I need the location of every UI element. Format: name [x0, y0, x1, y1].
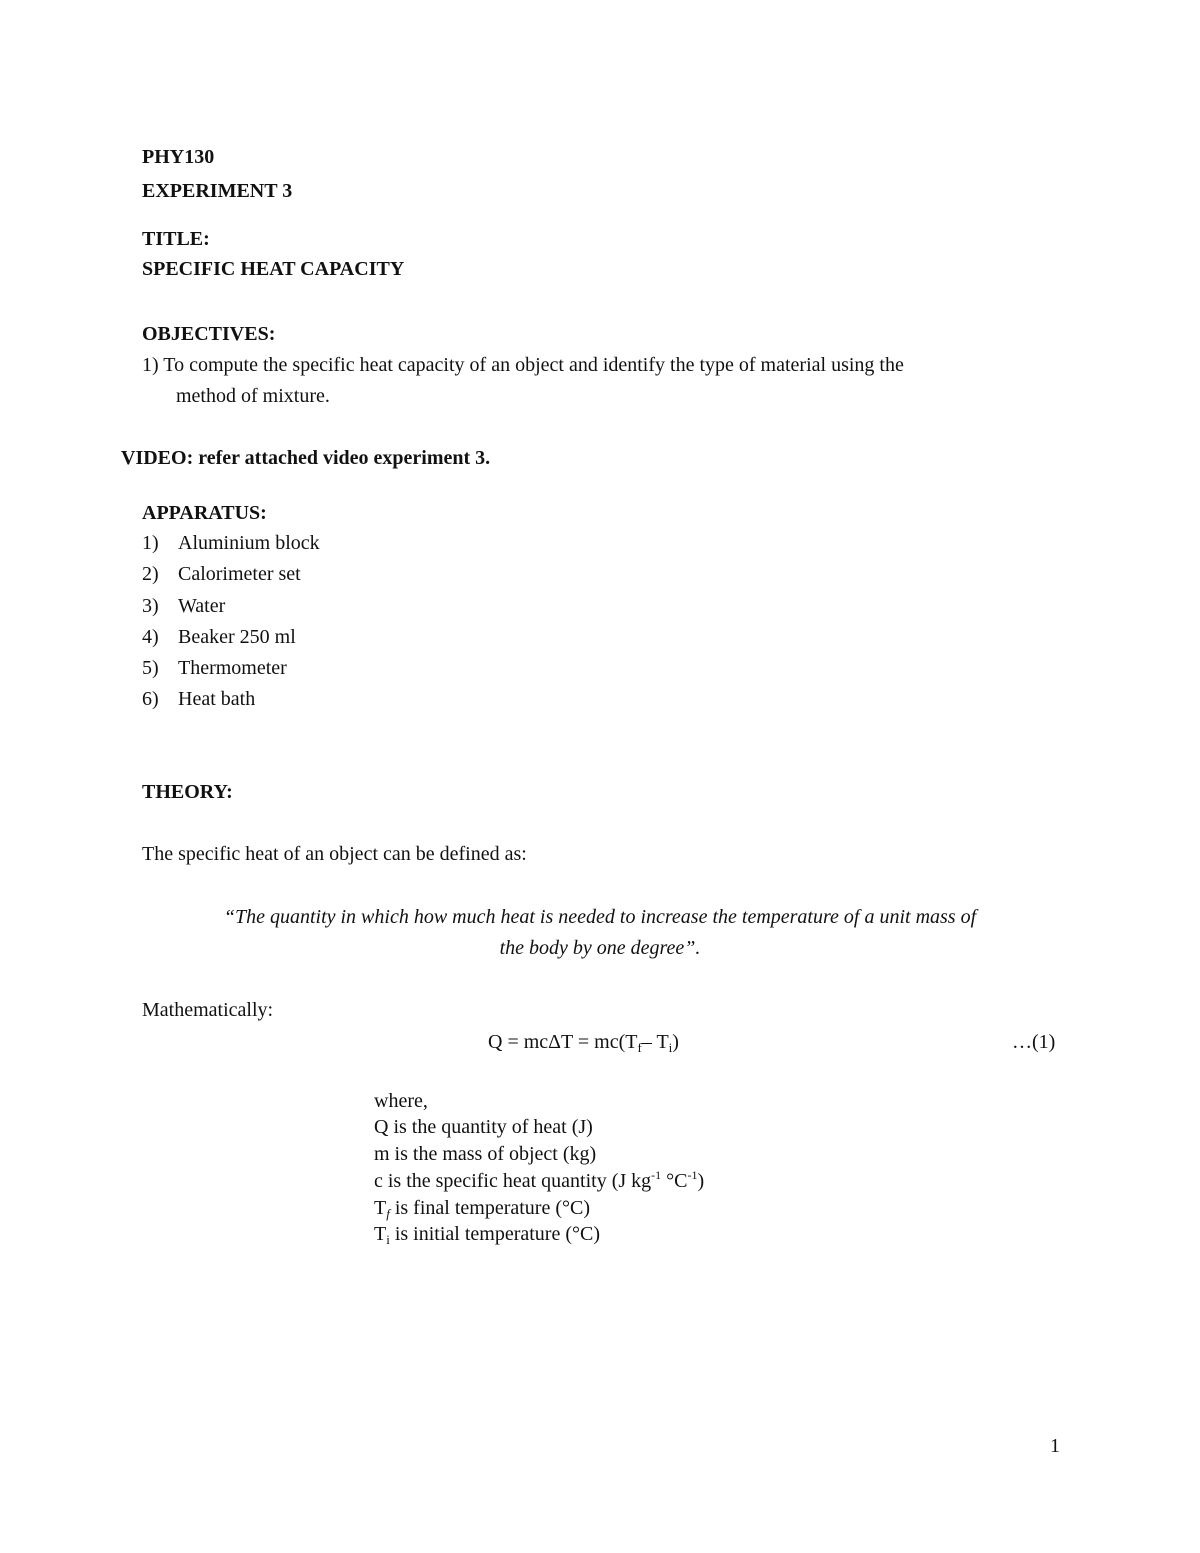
equation-sub-i: i: [668, 1040, 673, 1055]
apparatus-item-number: 5): [142, 657, 159, 679]
course-code: PHY130: [142, 146, 215, 168]
definition-c-sup2: -1: [687, 1168, 698, 1182]
objective-item-line2: method of mixture.: [176, 385, 330, 407]
equation-sub-f: f: [637, 1040, 642, 1055]
definition-ti-text: is initial temperature (°C): [389, 1223, 600, 1245]
apparatus-item: [142, 656, 287, 680]
definition-tf-sub: f: [386, 1206, 390, 1221]
definition-quote-line1: “The quantity in which how much heat is needed to increase the temperature of a unit mass of: [223, 906, 977, 928]
apparatus-item-number: 1): [142, 532, 159, 554]
apparatus-item: [142, 625, 296, 649]
equation-minus: – T: [641, 1031, 669, 1053]
apparatus-item: [142, 594, 225, 618]
apparatus-item-label: Aluminium block: [178, 532, 320, 554]
definition-c: [374, 1169, 704, 1193]
equation-close: ): [672, 1031, 679, 1053]
theory-heading: THEORY:: [142, 781, 233, 803]
definition-quote-line2: the body by one degree”.: [499, 937, 701, 959]
definition-c-sup1: -1: [651, 1168, 662, 1182]
definition-c-main: c is the specific heat quantity (J kg: [374, 1170, 652, 1192]
video-note: VIDEO: refer attached video experiment 3.: [121, 447, 491, 469]
apparatus-item-label: Thermometer: [178, 657, 287, 679]
definition-tf-text: is final temperature (°C): [389, 1197, 590, 1219]
definition-c-mid: °C: [661, 1170, 688, 1192]
apparatus-item: [142, 562, 301, 586]
apparatus-item-number: 4): [142, 626, 159, 648]
equation: [488, 1030, 679, 1054]
definition-ti-sub: i: [386, 1232, 390, 1247]
apparatus-item: [142, 687, 255, 711]
objectives-heading: OBJECTIVES:: [142, 323, 276, 345]
definition-ti: [374, 1222, 600, 1246]
equation-number: …(1): [1012, 1031, 1056, 1053]
apparatus-item-label: Calorimeter set: [178, 563, 301, 585]
definition-c-close: ): [697, 1170, 705, 1192]
apparatus-item-number: 3): [142, 595, 159, 617]
experiment-number: EXPERIMENT 3: [142, 180, 293, 202]
math-label: Mathematically:: [142, 999, 274, 1021]
definition-tf: [374, 1196, 590, 1220]
definition-q: Q is the quantity of heat (J): [374, 1116, 593, 1138]
apparatus-item-label: Beaker 250 ml: [178, 626, 296, 648]
apparatus-item: [142, 531, 320, 555]
definition-tf-symbol: T: [374, 1197, 387, 1219]
apparatus-item-number: 6): [142, 688, 159, 710]
page-number: 1: [1050, 1435, 1060, 1457]
apparatus-item-number: 2): [142, 563, 159, 585]
definition-ti-symbol: T: [374, 1223, 387, 1245]
apparatus-item-label: Heat bath: [178, 688, 256, 710]
page-title: SPECIFIC HEAT CAPACITY: [142, 258, 405, 280]
title-label: TITLE:: [142, 228, 210, 250]
theory-intro: The specific heat of an object can be defined as:: [142, 843, 527, 865]
equation-main: Q = mcΔT = mc(T: [488, 1031, 638, 1053]
objective-item-line1: 1) To compute the specific heat capacity of an object and identify the type of material using the: [142, 354, 904, 376]
apparatus-item-label: Water: [178, 595, 226, 617]
definition-m: m is the mass of object (kg): [374, 1143, 597, 1165]
where-label: where,: [374, 1090, 428, 1112]
apparatus-heading: APPARATUS:: [142, 502, 267, 524]
